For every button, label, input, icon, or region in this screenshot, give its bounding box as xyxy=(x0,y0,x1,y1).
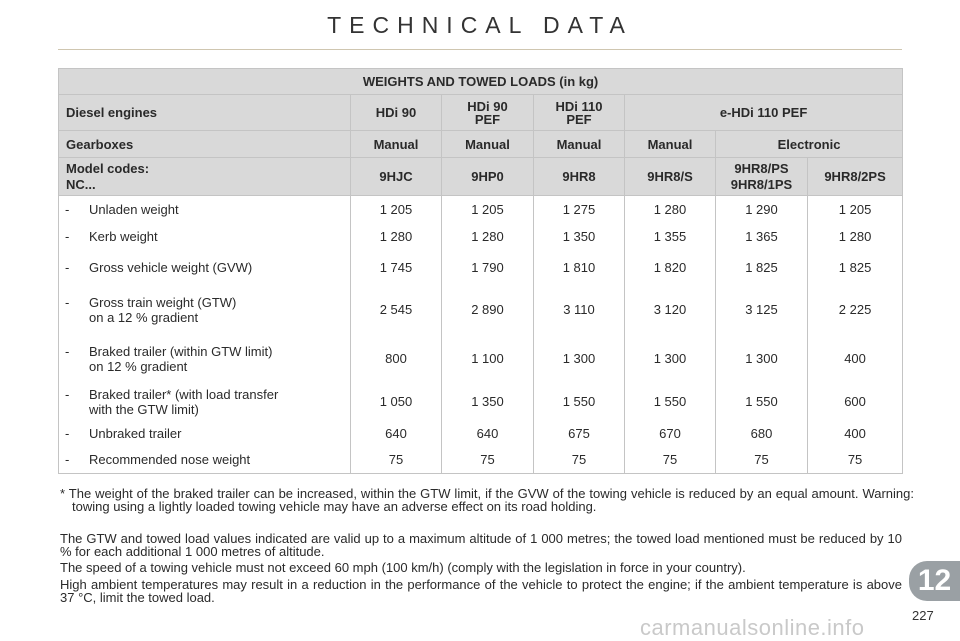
value-cell: 3 120 xyxy=(625,286,716,334)
value-cell: 1 790 xyxy=(442,250,534,286)
value-cell: 75 xyxy=(351,447,442,474)
weights-table xyxy=(58,68,903,474)
row-dash: - xyxy=(65,425,70,441)
value-cell: 400 xyxy=(808,334,903,384)
value-cell: 75 xyxy=(808,447,903,474)
row-label-text: Recommended nose weight xyxy=(89,452,251,468)
row-label-text: Braked trailer* (with load transfer with the GTW limit) xyxy=(89,386,279,417)
engines-label: Diesel engines xyxy=(59,95,351,131)
model-code-cell: 9HR8/S xyxy=(625,158,716,196)
gearboxes-label: Gearboxes xyxy=(59,131,351,158)
value-cell: 1 350 xyxy=(442,384,534,420)
value-cell: 1 300 xyxy=(716,334,808,384)
page-number: 227 xyxy=(912,608,934,623)
table-row xyxy=(59,420,903,447)
row-label-text: Gross vehicle weight (GVW) xyxy=(89,260,253,275)
row-label xyxy=(59,447,351,474)
model-codes-label: Model codes: NC... xyxy=(59,158,351,196)
engine-cell: HDi 110 PEF xyxy=(534,95,625,131)
value-cell: 1 100 xyxy=(442,334,534,384)
gearboxes-row xyxy=(59,131,903,158)
model-code-cell: 9HR8 xyxy=(534,158,625,196)
row-label xyxy=(59,286,351,334)
value-cell: 1 205 xyxy=(351,196,442,223)
table-caption-row xyxy=(59,69,903,95)
row-label-text: Kerb weight xyxy=(89,228,158,244)
value-cell: 1 205 xyxy=(808,196,903,223)
table-row xyxy=(59,196,903,223)
table-row xyxy=(59,250,903,286)
table-row xyxy=(59,223,903,250)
engine-cell: HDi 90 xyxy=(351,95,442,131)
model-codes-row xyxy=(59,158,903,196)
value-cell: 600 xyxy=(808,384,903,420)
table-row xyxy=(59,334,903,384)
value-cell: 1 810 xyxy=(534,250,625,286)
value-cell: 1 550 xyxy=(716,384,808,420)
table-caption: WEIGHTS AND TOWED LOADS (in kg) xyxy=(59,69,903,95)
note-speed: The speed of a towing vehicle must not exceed 60 mph (100 km/h) (comply with the legislation in force in your country). xyxy=(60,560,746,575)
gearbox-cell: Manual xyxy=(442,131,534,158)
value-cell: 670 xyxy=(625,420,716,447)
row-label xyxy=(59,420,351,447)
value-cell: 1 205 xyxy=(442,196,534,223)
row-label-text: Braked trailer (within GTW limit) on 12 % gradient xyxy=(89,343,273,374)
note-altitude: The GTW and towed load values indicated are valid up to a maximum altitude of 1 000 metres; the towed load mentioned must be reduced by 10 % for each additional 1 000 metres of altitude. xyxy=(60,531,902,559)
row-label-text: Unbraked trailer xyxy=(89,425,182,441)
title-divider xyxy=(58,49,902,50)
value-cell: 1 280 xyxy=(625,196,716,223)
value-cell: 680 xyxy=(716,420,808,447)
value-cell: 800 xyxy=(351,334,442,384)
row-dash: - xyxy=(65,201,70,217)
row-dash: - xyxy=(65,294,70,310)
row-dash: - xyxy=(65,343,70,359)
gearbox-cell: Electronic xyxy=(716,131,903,158)
value-cell: 1 300 xyxy=(625,334,716,384)
value-cell: 1 820 xyxy=(625,250,716,286)
value-cell: 1 365 xyxy=(716,223,808,250)
row-dash: - xyxy=(65,452,70,468)
model-code-cell: 9HJC xyxy=(351,158,442,196)
value-cell: 2 890 xyxy=(442,286,534,334)
value-cell: 75 xyxy=(625,447,716,474)
row-dash: - xyxy=(65,386,70,402)
value-cell: 1 275 xyxy=(534,196,625,223)
row-label xyxy=(59,223,351,250)
value-cell: 3 110 xyxy=(534,286,625,334)
value-cell: 2 225 xyxy=(808,286,903,334)
value-cell: 675 xyxy=(534,420,625,447)
value-cell: 75 xyxy=(716,447,808,474)
value-cell: 1 280 xyxy=(442,223,534,250)
row-label xyxy=(59,384,351,420)
page-title: TECHNICAL DATA xyxy=(327,12,633,38)
engine-cell: e-HDi 110 PEF xyxy=(625,95,903,131)
table-row xyxy=(59,447,903,474)
value-cell: 1 550 xyxy=(625,384,716,420)
value-cell: 75 xyxy=(442,447,534,474)
value-cell: 1 300 xyxy=(534,334,625,384)
table-row xyxy=(59,384,903,420)
row-label-text: Gross train weight (GTW) on a 12 % gradient xyxy=(89,294,237,325)
value-cell: 1 825 xyxy=(716,250,808,286)
value-cell: 1 280 xyxy=(808,223,903,250)
engine-cell: HDi 90 PEF xyxy=(442,95,534,131)
row-dash: - xyxy=(65,228,70,244)
value-cell: 2 545 xyxy=(351,286,442,334)
model-code-cell: 9HP0 xyxy=(442,158,534,196)
model-code-cell: 9HR8/2PS xyxy=(808,158,903,196)
chapter-tab: 12 xyxy=(909,561,960,601)
value-cell: 1 280 xyxy=(351,223,442,250)
value-cell: 1 050 xyxy=(351,384,442,420)
row-label xyxy=(59,250,351,286)
value-cell: 75 xyxy=(534,447,625,474)
gearbox-cell: Manual xyxy=(534,131,625,158)
value-cell: 1 355 xyxy=(625,223,716,250)
engines-row xyxy=(59,95,903,131)
value-cell: 640 xyxy=(351,420,442,447)
row-label-text: Unladen weight xyxy=(89,201,179,217)
value-cell: 1 350 xyxy=(534,223,625,250)
gearbox-cell: Manual xyxy=(625,131,716,158)
model-code-cell: 9HR8/PS 9HR8/1PS xyxy=(716,158,808,196)
value-cell: 3 125 xyxy=(716,286,808,334)
value-cell: 1 290 xyxy=(716,196,808,223)
gearbox-cell: Manual xyxy=(351,131,442,158)
watermark: carmanualsonline.info xyxy=(640,615,865,640)
value-cell: 400 xyxy=(808,420,903,447)
row-dash: - xyxy=(65,260,70,275)
note-temperature: High ambient temperatures may result in a reduction in the performance of the vehicle to protect the engine; if the ambient temperature is above 37 °C, limit the towed load. xyxy=(60,577,902,605)
value-cell: 640 xyxy=(442,420,534,447)
value-cell: 1 825 xyxy=(808,250,903,286)
value-cell: 1 745 xyxy=(351,250,442,286)
value-cell: 1 550 xyxy=(534,384,625,420)
footnote: * The weight of the braked trailer can be increased, within the GTW limit, if the GVW of the towing vehicle is reduced by an equal amount. Warning: towing using a lightly loaded towing vehicle may have an adverse effect on its road holding. xyxy=(60,486,914,514)
row-label xyxy=(59,196,351,223)
row-label xyxy=(59,334,351,384)
table-row xyxy=(59,286,903,334)
